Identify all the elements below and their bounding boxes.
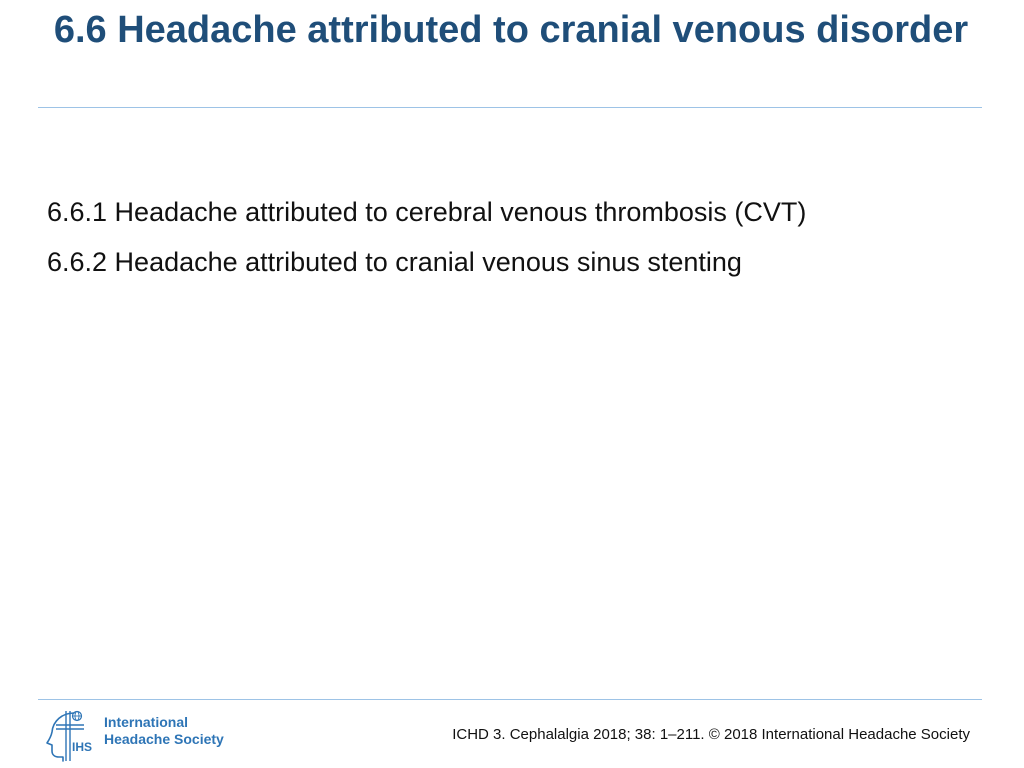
head-profile-logo-icon [44,709,100,763]
item-list [47,190,987,290]
slide-title: 6.6 Headache attributed to cranial venous disorder [53,9,969,51]
title-divider [38,107,982,108]
footer-citation: ICHD 3. Cephalalgia 2018; 38: 1–211. © 2018 International Headache Society [452,726,970,743]
logo-line-1: International [104,714,189,730]
ihs-logo [44,709,244,763]
logo-monogram: IHS [72,740,93,754]
logo-line-2: Headache Society [104,731,224,747]
logo-wordmark [104,714,224,748]
list-item: 6.6.1 Headache attributed to cerebral venous thrombosis (CVT) [47,197,807,227]
footer-divider [38,699,982,700]
list-item: 6.6.2 Headache attributed to cranial venous sinus stenting [47,247,742,277]
